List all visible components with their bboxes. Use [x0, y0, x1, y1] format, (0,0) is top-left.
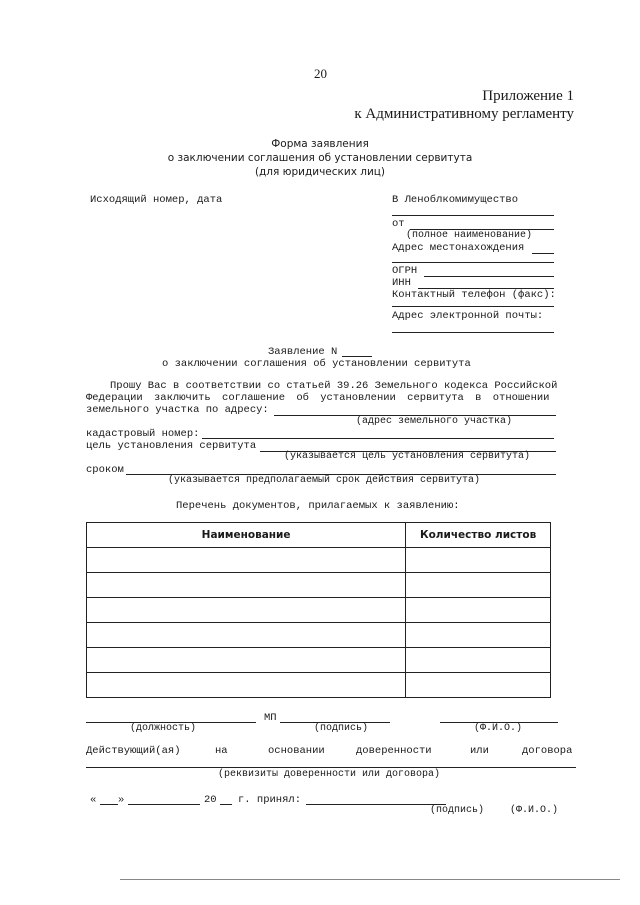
signature-hint: (подпись): [314, 723, 369, 734]
table-cell[interactable]: [87, 548, 406, 573]
fio-hint: (Ф.И.О.): [474, 723, 523, 734]
phone-label: Контактный телефон (факс):: [392, 289, 556, 301]
body-line2: Федерации заключить соглашение об установлении сервитута в отношении: [86, 392, 550, 404]
acting-word-4: доверенности: [356, 745, 432, 757]
table-cell[interactable]: [406, 623, 551, 648]
purpose-hint: (указывается цель установления сервитута): [284, 451, 531, 462]
acting-word-6: договора: [522, 745, 573, 757]
acting-word-2: на: [215, 745, 228, 757]
acting-word-1: Действующий(ая): [86, 745, 181, 757]
address-field-2[interactable]: [392, 262, 554, 263]
table-cell[interactable]: [406, 573, 551, 598]
table-cell[interactable]: [87, 648, 406, 673]
email-label: Адрес электронной почты:: [392, 310, 544, 322]
fio-hint-2: (Ф.И.О.): [510, 805, 559, 816]
table-row: [87, 598, 551, 623]
table-cell[interactable]: [406, 673, 551, 698]
month-field[interactable]: [128, 804, 200, 805]
requisites-field[interactable]: [86, 767, 576, 768]
ogrn-label: ОГРН: [392, 265, 418, 277]
appendix-line1: Приложение 1: [482, 88, 574, 104]
table-row: [87, 623, 551, 648]
accepted-label: г. принял:: [238, 794, 302, 806]
acting-word-5: или: [470, 745, 489, 757]
accepted-signature-field[interactable]: [306, 804, 446, 805]
column-header-sheets: Количество листов: [406, 523, 551, 548]
date-open-quote: «: [90, 794, 97, 806]
table-row: [87, 673, 551, 698]
table-row: [87, 548, 551, 573]
stamp-place-label: МП: [264, 712, 277, 724]
year-prefix: 20: [204, 794, 217, 806]
form-title-line1: Форма заявления: [271, 138, 369, 150]
application-number-field[interactable]: [342, 356, 372, 357]
table-header-row: [87, 523, 551, 548]
table-cell[interactable]: [87, 673, 406, 698]
form-title-line3: (для юридических лиц): [254, 166, 386, 178]
address-field[interactable]: [532, 253, 554, 254]
acting-word-3: основании: [268, 745, 325, 757]
recipient-label: В Леноблкомимущество: [392, 194, 519, 206]
docs-intro: Перечень документов, прилагаемых к заявлению:: [176, 500, 460, 512]
page-number: 20: [314, 66, 327, 81]
column-header-name: Наименование: [87, 523, 406, 548]
table-row: [87, 573, 551, 598]
table-cell[interactable]: [406, 598, 551, 623]
appendix-line2: к Административному регламенту: [354, 106, 574, 122]
from-label: от: [392, 218, 405, 230]
table-cell[interactable]: [406, 548, 551, 573]
address-label: Адрес местонахождения: [392, 242, 525, 254]
outgoing-number-label: Исходящий номер, дата: [90, 194, 223, 206]
purpose-label: цель установления сервитута: [86, 440, 257, 452]
table-cell[interactable]: [87, 573, 406, 598]
table-cell[interactable]: [87, 598, 406, 623]
body-line3: земельного участка по адресу:: [86, 404, 269, 416]
body-line1: Прошу Вас в соответствии со статьей 39.26 Земельного кодекса Российской: [110, 380, 558, 392]
date-close-quote: »: [118, 794, 125, 806]
signature-hint-2: (подпись): [430, 805, 485, 816]
phone-field[interactable]: [392, 306, 554, 307]
table-cell[interactable]: [87, 623, 406, 648]
position-hint: (должность): [130, 723, 197, 734]
application-subtitle: о заключении соглашения об установлении сервитута: [162, 358, 471, 370]
year-field[interactable]: [220, 804, 232, 805]
recipient-line: [392, 215, 554, 216]
ogrn-field[interactable]: [424, 276, 554, 277]
email-field[interactable]: [392, 332, 554, 333]
documents-table: [86, 522, 551, 698]
page-bottom-edge: [120, 879, 620, 880]
term-hint: (указывается предполагаемый срок действия сервитута): [168, 475, 481, 486]
inn-label: ИНН: [392, 277, 411, 289]
day-field[interactable]: [100, 804, 118, 805]
full-name-hint: (полное наименование): [406, 230, 533, 241]
table-row: [87, 648, 551, 673]
address-hint: (адрес земельного участка): [356, 416, 513, 427]
table-cell[interactable]: [406, 648, 551, 673]
term-label: сроком: [86, 464, 124, 476]
cadastral-label: кадастровый номер:: [86, 428, 200, 440]
application-title: Заявление N: [268, 346, 338, 358]
form-title-line2: о заключении соглашения об установлении сервитута: [167, 152, 473, 164]
cadastral-field[interactable]: [202, 438, 554, 439]
requisites-hint: (реквизиты доверенности или договора): [218, 769, 441, 780]
